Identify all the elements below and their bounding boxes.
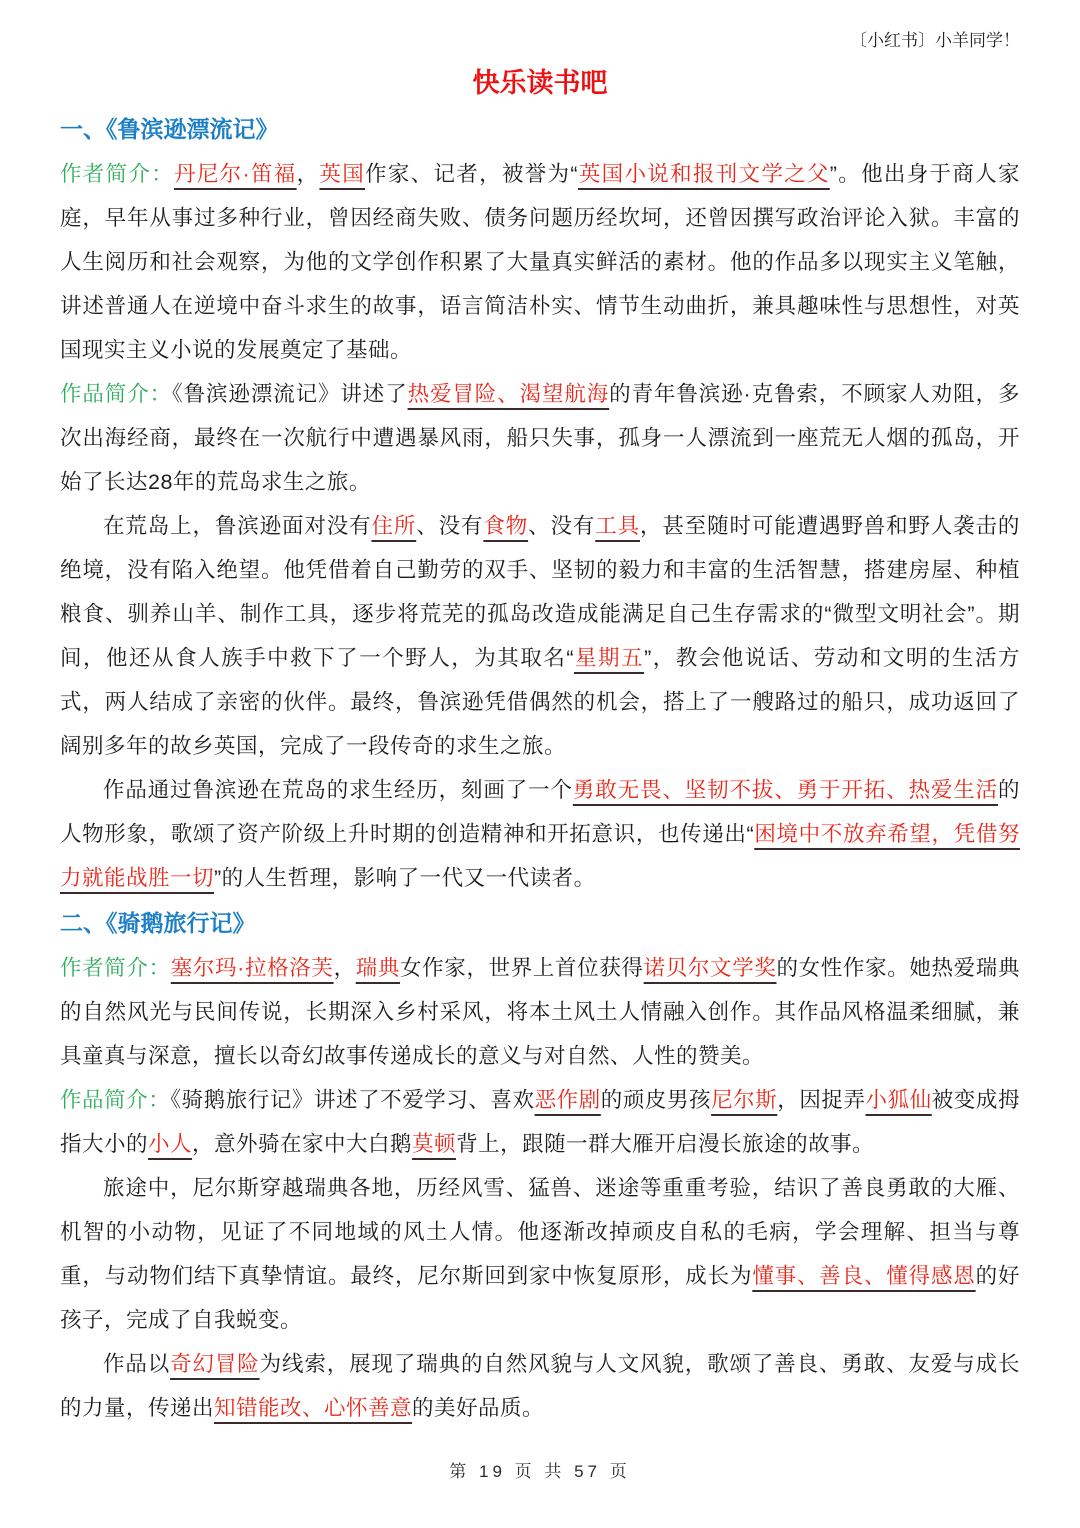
text-segment: ”。他出身于商人家庭，早年从事过多种行业，曾因经商失败、债务问题历经坎坷，还曾因撰写政治评论入狱。丰富的人生阅历和社会观察，为他的文学创作积累了大量真实鲜活的素材。他的作品多以现实主义笔触，讲述普通人在逆境中奋斗求生的故事，语言简洁朴实、情节生动曲折，兼具趣味性与思想性，对英国现实主义小说的发展奠定了基础。 [60, 162, 1020, 362]
document-content [60, 106, 1020, 1430]
highlight-segment: 莫顿 [412, 1132, 457, 1156]
text-segment: ，因捉弄 [777, 1088, 866, 1112]
highlight-segment: 瑞典 [355, 956, 401, 980]
text-segment: ”的人生哲理，影响了一代又一代读者。 [214, 866, 596, 890]
paragraph [60, 372, 1020, 504]
text-segment: 《鲁滨逊漂流记》讲述了 [171, 382, 408, 406]
text-segment: 作品通过鲁滨逊在荒岛的求生经历，刻画了一个 [103, 778, 573, 802]
page-number: 第 19 页 共 57 页 [449, 1462, 631, 1481]
highlight-segment: 勇敢无畏、坚韧不拔、勇于开拓、热爱生活 [572, 778, 998, 802]
highlight-segment: 诺贝尔文学奖 [643, 956, 777, 980]
text-segment: 作家、记者，被誉为“ [365, 162, 579, 186]
paragraph [60, 946, 1020, 1078]
text-segment: 、没有 [416, 514, 484, 538]
highlight-segment: 星期五 [574, 646, 645, 670]
watermark-note: 〔小红书〕小羊同学！ [850, 31, 1020, 50]
section-heading: 二、《骑鹅旅行记》 [60, 910, 256, 936]
label-segment: 作者简介： [60, 162, 175, 186]
highlight-segment: 恶作剧 [534, 1088, 601, 1112]
text-segment: 的女性作家。她热爱瑞典的自然风光与民间传说，长期深入乡村采风，将本土风土人情融入创作。其作品风格温柔细腻，兼具童真与深意，擅长以奇幻故事传递成长的意义与对自然、人性的赞美。 [60, 956, 1020, 1068]
paragraph [60, 1166, 1020, 1342]
section [60, 106, 1020, 900]
highlight-segment: 小人 [148, 1132, 193, 1156]
page-title: 快乐读书吧 [472, 68, 608, 98]
paragraph [60, 1342, 1020, 1430]
text-segment: 被变成拇指大小的 [60, 1088, 1020, 1156]
highlight-segment: 懂事、善良、懂得感恩 [752, 1264, 976, 1288]
text-segment: 为线索，展现了瑞典的自然风貌与人文风貌，歌颂了善良、勇敢、友爱与成长的力量，传递出 [60, 1352, 1020, 1420]
text-segment: 的美好品质。 [412, 1396, 545, 1420]
highlight-segment: 尼尔斯 [711, 1088, 778, 1112]
highlight-segment: 热爱冒险、渴望航海 [407, 382, 610, 406]
text-segment: 旅途中，尼尔斯穿越瑞典各地，历经风雪、猛兽、迷途等重重考验，结识了善良勇敢的大雁、机智的小动物，见证了不同地域的风土人情。他逐渐改掉顽皮自私的毛病，学会理解、担当与尊重，与动物们结下真挚情谊。最终，尼尔斯回到家中恢复原形，成长为 [60, 1176, 1020, 1288]
label-segment: 作品简介： [60, 382, 172, 406]
highlight-segment: 住所 [371, 514, 417, 538]
section [60, 900, 1020, 1430]
text-segment: ”，教会他说话、劳动和文明的生活方式，两人结成了亲密的伙伴。最终，鲁滨逊凭借偶然的机会，搭上了一艘路过的船只，成功返回了阔别多年的故乡英国，完成了一段传奇的求生之旅。 [60, 646, 1020, 758]
text-segment: ，甚至随时可能遭遇野兽和野人袭击的绝境，没有陷入绝望。他凭借着自己勤劳的双手、坚韧的毅力和丰富的生活智慧，搭建房屋、种植粮食、驯养山羊、制作工具，逐步将荒芜的孤岛改造成能满足自己生存需求的“微型文明社会”。期间，他还从食人族手中救下了一个野人，为其取名“ [60, 514, 1020, 670]
text-segment: 的顽皮男孩 [600, 1088, 712, 1112]
text-segment: ， [296, 162, 320, 186]
highlight-segment: 小狐仙 [865, 1088, 932, 1112]
label-segment: 作者简介： [60, 956, 171, 980]
highlight-segment: 奇幻冒险 [170, 1352, 260, 1376]
text-segment: ， [333, 956, 356, 980]
highlight-segment: 英国 [319, 162, 366, 186]
paragraph [60, 1078, 1020, 1166]
highlight-segment: 食物 [483, 514, 529, 538]
text-segment: 背上，跟随一群大雁开启漫长旅途的故事。 [456, 1132, 875, 1156]
highlight-segment: 丹尼尔·笛福 [174, 162, 297, 186]
text-segment: 、没有 [528, 514, 596, 538]
text-segment: 在荒岛上，鲁滨逊面对没有 [103, 514, 372, 538]
highlight-segment: 困境中不放弃希望，凭借努力就能战胜一切 [60, 822, 1020, 890]
paragraph [60, 152, 1020, 372]
text-segment: 女作家，世界上首位获得 [400, 956, 644, 980]
label-segment: 作品简介： [60, 1088, 171, 1112]
highlight-segment: 塞尔玛·拉格洛芙 [170, 956, 334, 980]
text-segment: 的人物形象，歌颂了资产阶级上升时期的创造精神和开拓意识，也传递出“ [60, 778, 1020, 846]
highlight-segment: 工具 [595, 514, 640, 538]
text-segment: 作品以 [103, 1352, 171, 1376]
section-heading: 一、《鲁滨逊漂流记》 [60, 116, 279, 142]
paragraph [60, 768, 1020, 900]
paragraph [60, 504, 1020, 768]
text-segment: 的好孩子，完成了自我蜕变。 [60, 1264, 1020, 1332]
highlight-segment: 知错能改、心怀善意 [214, 1396, 413, 1420]
text-segment: 的青年鲁滨逊·克鲁索，不顾家人劝阻，多次出海经商，最终在一次航行中遭遇暴风雨，船只失事，孤身一人漂流到一座荒无人烟的孤岛，开始了长达28年的荒岛求生之旅。 [60, 382, 1020, 494]
text-segment: ，意外骑在家中大白鹅 [192, 1132, 413, 1156]
highlight-segment: 英国小说和报刊文学之父 [578, 162, 830, 186]
text-segment: 《骑鹅旅行记》讲述了不爱学习、喜欢 [170, 1088, 535, 1112]
